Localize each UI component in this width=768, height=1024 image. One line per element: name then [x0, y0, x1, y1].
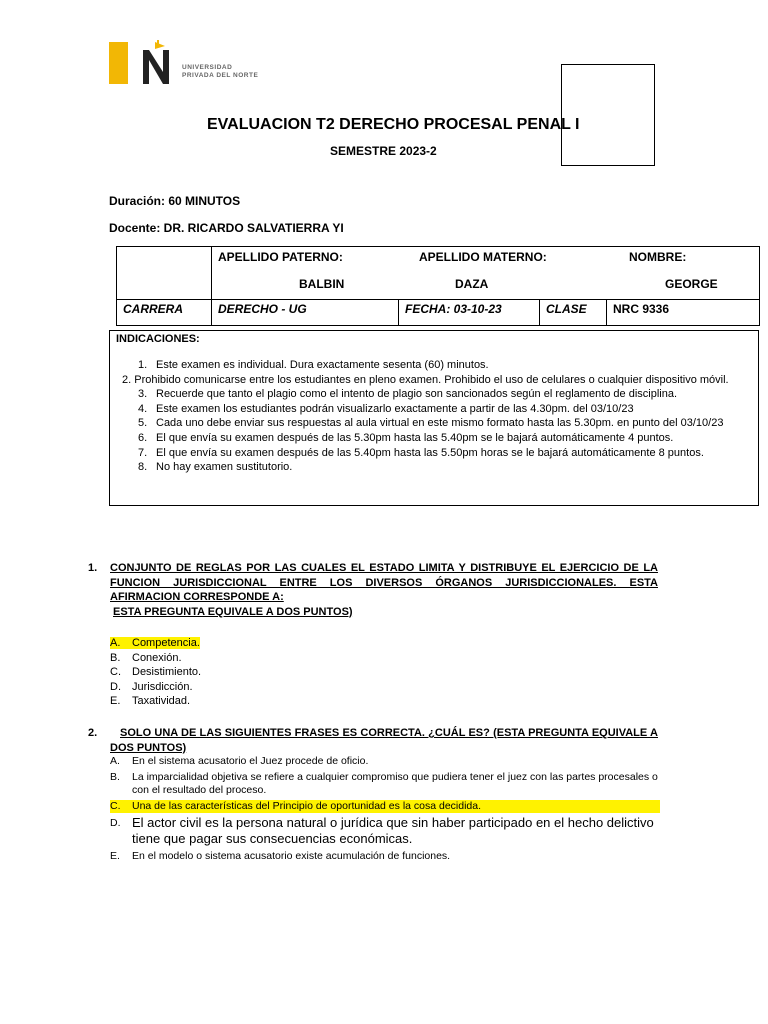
semester: SEMESTRE 2023-2	[330, 144, 437, 158]
list-item: 6. El que envía su examen después de las 5.30pm hasta las 5.40pm se le bajará automáticamente 4 puntos.	[138, 431, 674, 444]
option-b: B. La imparcialidad objetiva se refiere a cualquier compromiso que pudiera tener el juez con las partes procesales o con el resultado del proceso.	[110, 770, 658, 796]
indicaciones-title: INDICACIONES:	[116, 333, 200, 345]
list-item: 5. Cada uno debe enviar sus respuestas al aula virtual en este mismo formato hasta las 5.30pm. en punto del 03/10/23	[138, 417, 724, 430]
question-1-text: CONJUNTO DE REGLAS POR LAS CUALES EL ESTADO LIMITA Y DISTRIBUYE EL EJERCICIO DE LA FUNCION JURISDICCIONAL ENTRE LOS DIVERSOS ÓRGANOS JURISDICCIONALES. ESTA AFIRMACION CORRESPONDE A: ESTA PREGUNTA EQUIVALE A DOS PUNTOS)	[110, 562, 658, 618]
fecha-value: FECHA: 03-10-23	[399, 300, 540, 326]
page-title: EVALUACION T2 DERECHO PROCESAL PENAL I	[207, 116, 580, 133]
university-logo-icon	[137, 40, 177, 86]
indicaciones-box	[109, 330, 759, 506]
question-2-options	[110, 755, 660, 864]
option-d: D. El actor civil es la persona natural o jurídica que sin haber participado en el hecho delictivo tiene que pagar sus consecuencias económicas.	[110, 815, 654, 846]
indicaciones-list	[116, 358, 750, 475]
list-item: 7. El que envía su examen después de las 5.40pm hasta las 5.50pm horas se le bajará automáticamente 8 puntos.	[138, 446, 704, 459]
photo-box	[561, 64, 655, 166]
option-e: E. Taxatividad.	[110, 695, 191, 708]
list-item: 1. Este examen es individual. Dura exactamente sesenta (60) minutos.	[138, 359, 489, 371]
nombre-value: GEORGE	[665, 277, 718, 291]
student-info-table	[116, 246, 760, 326]
names-cell	[212, 247, 760, 300]
question-1-number: 1.	[88, 562, 98, 574]
nrc-value: NRC 9336	[607, 300, 760, 326]
nombre-label: NOMBRE:	[629, 250, 687, 264]
duration: Duración: 60 MINUTOS	[109, 194, 241, 208]
clase-label: CLASE	[540, 300, 607, 326]
list-item: 8. No hay examen sustitutorio.	[138, 461, 293, 474]
option-b: B. Conexión.	[110, 651, 182, 664]
option-c: C. Desistimiento.	[110, 666, 202, 679]
option-a: A. Competencia.	[110, 637, 200, 649]
question-1-options	[110, 636, 201, 709]
carrera-label: CARRERA	[117, 300, 212, 326]
list-item: 4. Este examen los estudiantes podrán visualizarlo exactamente a partir de las 4.30pm. del 03/10/23	[138, 402, 634, 415]
option-a: A. En el sistema acusatorio el Juez procede de oficio.	[110, 755, 369, 767]
empty-cell	[117, 247, 212, 300]
list-item: 3. Recuerde que tanto el plagio como el intento de plagio son sancionados según el reglamento de disciplina.	[138, 388, 678, 401]
logo-accent-bar	[109, 42, 128, 84]
question-2-number: 2.	[88, 727, 98, 739]
logo-line-1: UNIVERSIDAD	[182, 64, 233, 71]
teacher: Docente: DR. RICARDO SALVATIERRA YI	[109, 221, 344, 235]
logo-line-2: PRIVADA DEL NORTE	[182, 72, 259, 79]
carrera-value: DERECHO - UG	[212, 300, 399, 326]
logo-wordmark	[182, 64, 258, 80]
apellido-paterno-label: APELLIDO PATERNO:	[218, 250, 343, 264]
option-e: E. En el modelo o sistema acusatorio existe acumulación de funciones.	[110, 850, 451, 862]
question-2-text: SOLO UNA DE LAS SIGUIENTES FRASES ES CORRECTA. ¿CUÁL ES? (ESTA PREGUNTA EQUIVALE A DOS PUNTOS)	[110, 727, 658, 754]
question-1-points: ESTA PREGUNTA EQUIVALE A DOS PUNTOS)	[113, 605, 353, 618]
option-c: C. Una de las características del Principio de oportunidad es la cosa decidida.	[110, 800, 660, 814]
apellido-paterno-value: BALBIN	[299, 277, 345, 291]
apellido-materno-value: DAZA	[455, 277, 489, 291]
apellido-materno-label: APELLIDO MATERNO:	[419, 250, 547, 264]
option-d: D. Jurisdicción.	[110, 680, 193, 693]
list-item: 2. Prohibido comunicarse entre los estudiantes en pleno examen. Prohibido el uso de celulares o cualquier dispositivo móvil.	[122, 373, 729, 386]
